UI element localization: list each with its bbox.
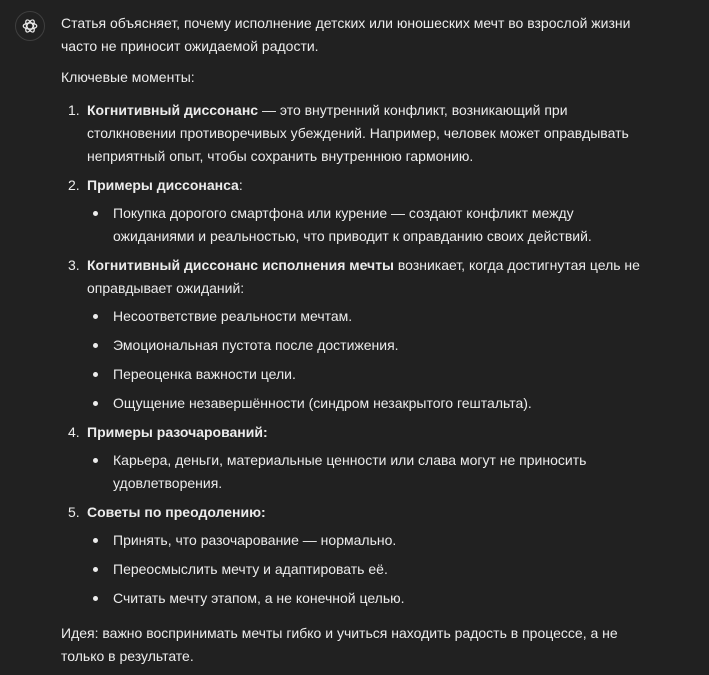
sub-list-item: Считать мечту этапом, а не конечной целью. <box>87 587 651 610</box>
sub-list-item: Переоценка важности цели. <box>87 363 651 386</box>
sub-list-item: Несоответствие реальности мечтам. <box>87 305 651 328</box>
list-item-number: 5. <box>68 504 80 520</box>
sub-list <box>87 305 651 415</box>
sub-list-item: Эмоциональная пустота после достижения. <box>87 334 651 357</box>
list-item <box>61 254 651 415</box>
sub-list-item: Ощущение незавершённости (синдром незакрытого гештальта). <box>87 392 651 415</box>
list-item <box>61 501 651 610</box>
sub-list-item: Принять, что разочарование — нормально. <box>87 529 651 552</box>
assistant-message <box>61 12 651 668</box>
message-subheading: Ключевые моменты: <box>61 69 195 85</box>
list-item-number: 3. <box>68 257 80 273</box>
list-item <box>61 421 651 495</box>
list-item-title: Примеры диссонанса <box>87 177 239 193</box>
list-item-number: 1. <box>68 102 80 118</box>
list-item-text: — это внутренний конфликт, возникающий при столкновении противоречивых убеждений. Например, человек может оправдывать неприятный опыт, чтобы сохранить внутреннюю гармонию. <box>87 102 629 164</box>
list-item-text: возникает, когда достигнутая цель не оправдывает ожиданий: <box>87 257 640 296</box>
list-item <box>61 99 651 168</box>
message-outro: Идея: важно воспринимать мечты гибко и учиться находить радость в процессе, а не только в результате. <box>61 625 618 664</box>
assistant-logo-icon <box>21 17 39 35</box>
list-item <box>61 174 651 248</box>
list-item-number: 4. <box>68 424 80 440</box>
sub-list <box>87 529 651 610</box>
key-points-list <box>61 99 651 610</box>
list-item-title: Когнитивный диссонанс исполнения мечты <box>87 257 395 273</box>
sub-list-item: Покупка дорогого смартфона или курение — создают конфликт между ожиданиями и реальностью, что приводит к оправданию своих действий. <box>87 202 651 248</box>
list-item-number: 2. <box>68 177 80 193</box>
sub-list <box>87 202 651 248</box>
message-intro: Статья объясняет, почему исполнение детских или юношеских мечт во взрослой жизни часто не приносит ожидаемой радости. <box>61 15 631 54</box>
list-item-title: Примеры разочарований: <box>87 424 268 440</box>
list-item-title: Советы по преодолению: <box>87 504 266 520</box>
sub-list-item: Карьера, деньги, материальные ценности или слава могут не приносить удовлетворения. <box>87 449 651 495</box>
sub-list <box>87 449 651 495</box>
list-item-title: Когнитивный диссонанс <box>87 102 259 118</box>
list-item-text: : <box>238 177 243 193</box>
assistant-avatar <box>15 11 45 41</box>
sub-list-item: Переосмыслить мечту и адаптировать её. <box>87 558 651 581</box>
